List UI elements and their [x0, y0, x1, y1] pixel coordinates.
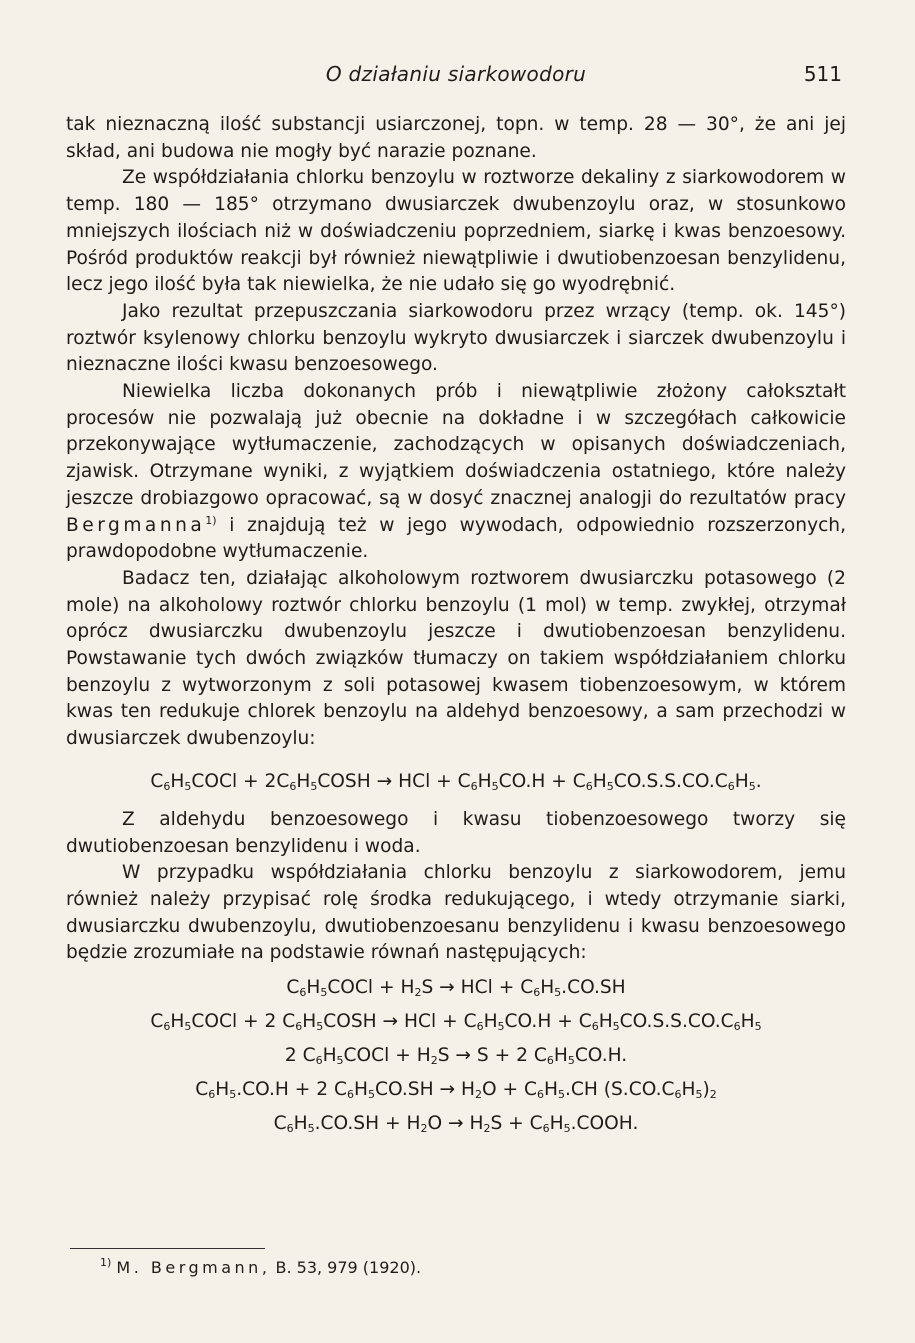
paragraph-4-text-before: Niewielka liczba dokonanych prób i niewątpliwie złożony całokształt procesów nie pozwalają już obecnie na dokładne i w szczegółach całkowicie przekonywające wytłumaczenie, zachodzących w opisanych doświadczeniach, zjawisk. Otrzymane wyniki, z wyjątkiem doświadczenia ostatniego, które należy jeszcze drobiazgowo opracować, są w dosyć znacznej analogji do rezultatów pracy: [66, 381, 846, 509]
main-equation: $C_6H_5COCl$ + $2C_6H_5COSH$ → HCl + $C_6H_5CO.H + C_6H_5CO.S.S.CO.C_6H_5$.: [150, 770, 762, 793]
equation-list: [66, 971, 846, 1141]
equation-3: 2 $C_6H_5COCl + H_2S \to S + 2$ $C_6H_5CO.H$.: [284, 1045, 628, 1068]
footnote-divider: [70, 1248, 265, 1249]
page-header: [66, 62, 846, 92]
footnote: [100, 1258, 421, 1277]
paragraph-1: tak nieznaczną ilość substancji usiarczonej, topn. w temp. 28 — 30°, że ani jej skład, ani budowa nie mogły być narazie poznane.: [66, 114, 846, 162]
equation-2: $C_6H_5COCl + 2$ $C_6H_5COSH$ → HCl + $C_6H_5CO.H + C_6H_5CO.S.S.CO.C_6H_5$: [150, 1011, 762, 1034]
running-title: O działaniu siarkowodoru: [325, 62, 587, 86]
paragraph-2: Ze współdziałania chlorku benzoylu w roztworze dekaliny z siarkowodorem w temp. 180 — 185° otrzymano dwusiarczek dwubenzoylu oraz, w stosunkowo mniejszych ilościach niż w doświadczeniu poprzedniem, siarkę i kwas benzoesowy. Pośród produktów reakcji był również niewątpliwie i dwutiobenzoesan benzylidenu, lecz jego ilość była tak niewielka, że nie udało się go wyodrębnić.: [66, 167, 846, 296]
footnote-reference: 1): [205, 513, 217, 527]
paragraph-6: Z aldehydu benzoesowego i kwasu tiobenzoesowego tworzy się dwutiobenzoesan benzylidenu i woda.: [66, 808, 846, 857]
page-number: 511: [803, 62, 842, 86]
paragraph-4-text-after: i znajdują też w jego wywodach, odpowiednio rozszerzonych, prawdopodobne wytłumaczenie.: [66, 514, 846, 563]
footnote-citation: B. 53, 979 (1920).: [275, 1258, 422, 1277]
equation-1: $C_6H_5COCl + H_2S$ → HCl + $C_6H_5.CO.SH$: [286, 977, 626, 1000]
paragraph-4: [66, 379, 846, 566]
paragraph-5: Badacz ten, działając alkoholowym roztworem dwusiarczku potasowego (2 mole) na alkoholowy roztwór chlorku benzoylu (1 mol) w temp. zwykłej, otrzymał oprócz dwusiarczku dwubenzoylu jeszcze i dwutiobenzoesan benzylidenu. Powstawanie tych dwóch związków tłumaczy on takiem współdziałaniem chlorku benzoylu z wytworzonym z soli potasowej kwasem tiobenzoesowym, w którem kwas ten redukuje chlorek benzoylu na aldehyd benzoesowy, a sam przechodzi w dwusiarczek dwubenzoylu:: [66, 567, 846, 750]
footnote-marker: 1): [100, 1256, 112, 1269]
article-body: [66, 112, 846, 1141]
paragraph-7: W przypadku współdziałania chlorku benzoylu z siarkowodorem, jemu również należy przypisać rolę środka redukującego, i wtedy otrzymanie siarki, dwusiarczku dwubenzoylu, dwutiobenzoesanu benzylidenu i kwasu benzoesowego będzie zrozumiałe na podstawie równań następujących:: [66, 862, 846, 964]
equation-4: $C_6H_5.CO.H + 2$ $C_6H_5CO.SH \to H_2O + C_6H_5.CH$ $(S.CO.C_6H_5)_2$: [195, 1079, 717, 1102]
footnote-author: M. Bergmann,: [116, 1258, 271, 1277]
equation-5: $C_6H_5.CO.SH + H_2O \to H_2S$ + $C_6H_5.COOH$.: [273, 1113, 639, 1136]
author-name-spaced: Bergmanna: [66, 514, 206, 536]
paragraph-3: Jako rezultat przepuszczania siarkowodoru przez wrzący (temp. ok. 145°) roztwór ksylenowy chlorku benzoylu wykryto dwusiarczek i siarczek dwubenzoylu i nieznaczne ilości kwasu benzoesowego.: [66, 300, 846, 376]
